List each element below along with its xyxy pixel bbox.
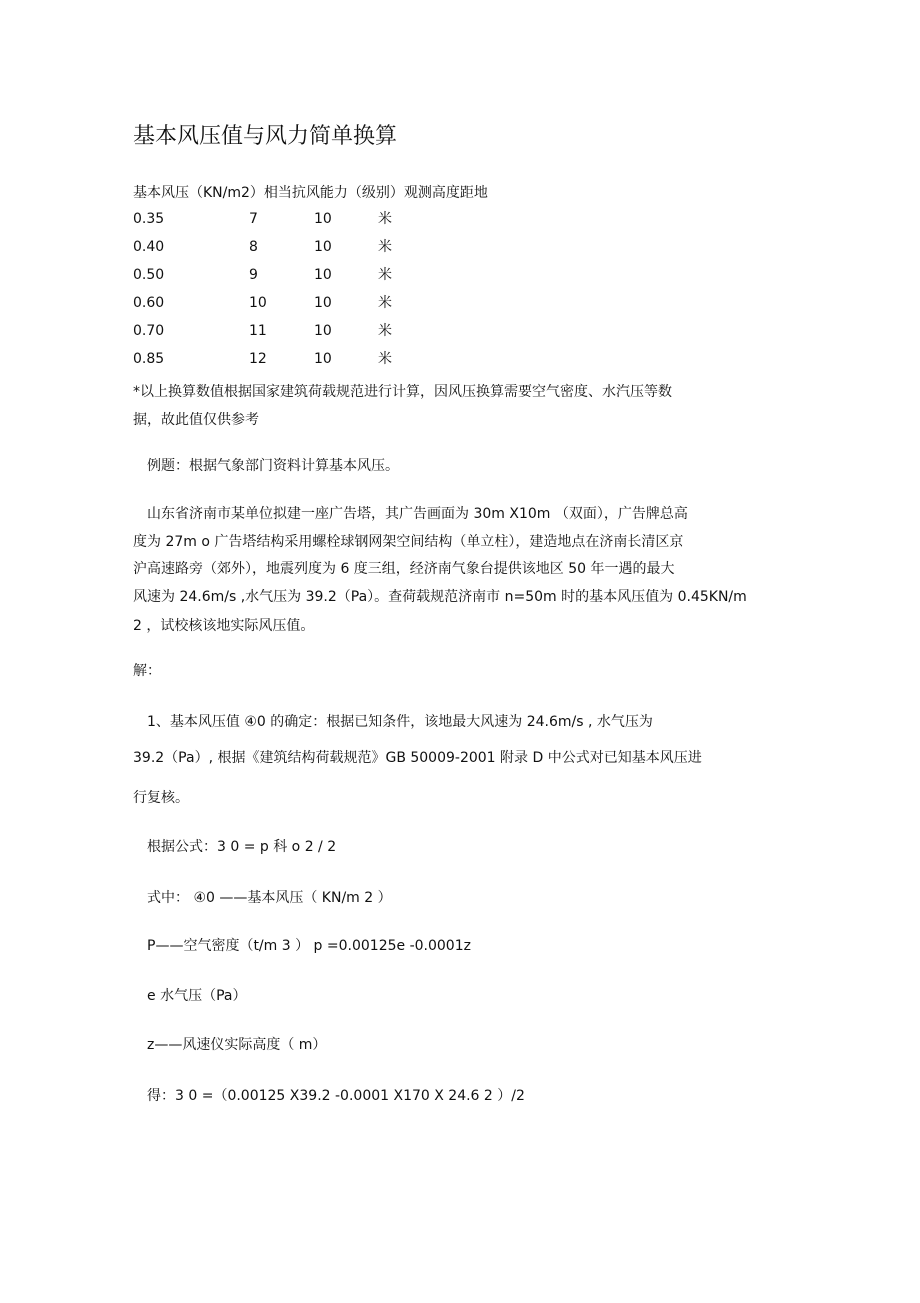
table-cell: 0.70 <box>133 323 165 339</box>
document-title: 基本风压值与风力简单换算 <box>133 124 398 149</box>
table-cell: 0.40 <box>133 239 165 255</box>
table-header: 基本风压（KN/m2）相当抗风能力（级别）观测高度距地 <box>133 185 488 201</box>
note-line: *以上换算数值根据国家建筑荷载规范进行计算，因风压换算需要空气密度、水汽压等数 <box>133 384 672 400</box>
table-cell: 0.60 <box>133 295 165 311</box>
step-line: 行复核。 <box>133 790 189 806</box>
table-cell: 10 <box>314 295 332 311</box>
step-line: 39.2（Pa）, 根据《建筑结构荷载规范》GB 50009-2001 附录 D 中公式对已知基本风压进 <box>133 750 702 766</box>
table-cell: 7 <box>249 211 258 227</box>
table-cell: 9 <box>249 267 258 283</box>
table-cell: 11 <box>249 323 267 339</box>
formula-line: 根据公式：3 0 = p 科 o 2 / 2 <box>147 839 337 855</box>
formula-line: 式中： ④0 ——基本风压（ KN/m 2 ） <box>147 890 392 906</box>
table-cell: 米 <box>378 323 392 339</box>
example-line: 风速为 24.6m/s ,水气压为 39.2（Pa）。查荷载规范济南市 n=50m 时的基本风压值为 0.45KN/m <box>133 589 747 605</box>
step-line: 1、基本风压值 ④0 的确定：根据已知条件，该地最大风速为 24.6m/s , 水气压为 <box>147 714 653 730</box>
table-cell: 10 <box>314 351 332 367</box>
table-cell: 10 <box>314 323 332 339</box>
table-cell: 8 <box>249 239 258 255</box>
formula-line: e 水气压（Pa） <box>147 988 247 1004</box>
formula-line: z——风速仪实际高度（ m） <box>147 1037 327 1053</box>
table-cell: 0.35 <box>133 211 165 227</box>
table-cell: 米 <box>378 295 392 311</box>
table-cell: 米 <box>378 267 392 283</box>
formula-line: P——空气密度（t/m 3 ） p =0.00125e -0.0001z <box>147 938 471 954</box>
note-line: 据，故此值仅供参考 <box>133 412 259 428</box>
table-cell: 米 <box>378 239 392 255</box>
table-cell: 10 <box>314 267 332 283</box>
table-cell: 米 <box>378 351 392 367</box>
example-line: 度为 27m o 广告塔结构采用螺栓球钢网架空间结构（单立柱），建造地点在济南长清区京 <box>133 534 684 550</box>
example-line: 山东省济南市某单位拟建一座广告塔，其广告画面为 30m X10m （双面），广告牌总高 <box>147 506 688 522</box>
table-cell: 0.85 <box>133 351 165 367</box>
table-cell: 10 <box>314 239 332 255</box>
solution-label: 解： <box>133 663 161 679</box>
table-cell: 0.50 <box>133 267 165 283</box>
table-cell: 10 <box>249 295 267 311</box>
example-line: 2 ，试校核该地实际风压值。 <box>133 618 315 634</box>
example-heading: 例题：根据气象部门资料计算基本风压。 <box>147 458 399 474</box>
table-cell: 12 <box>249 351 267 367</box>
example-line: 沪高速路旁（郊外），地震列度为 6 度三组，经济南气象台提供该地区 50 年一遇的最大 <box>133 561 675 577</box>
table-cell: 10 <box>314 211 332 227</box>
formula-line: 得：3 0 =（0.00125 X39.2 -0.0001 X170 X 24.6 2 ）/2 <box>147 1088 525 1104</box>
table-cell: 米 <box>378 211 392 227</box>
